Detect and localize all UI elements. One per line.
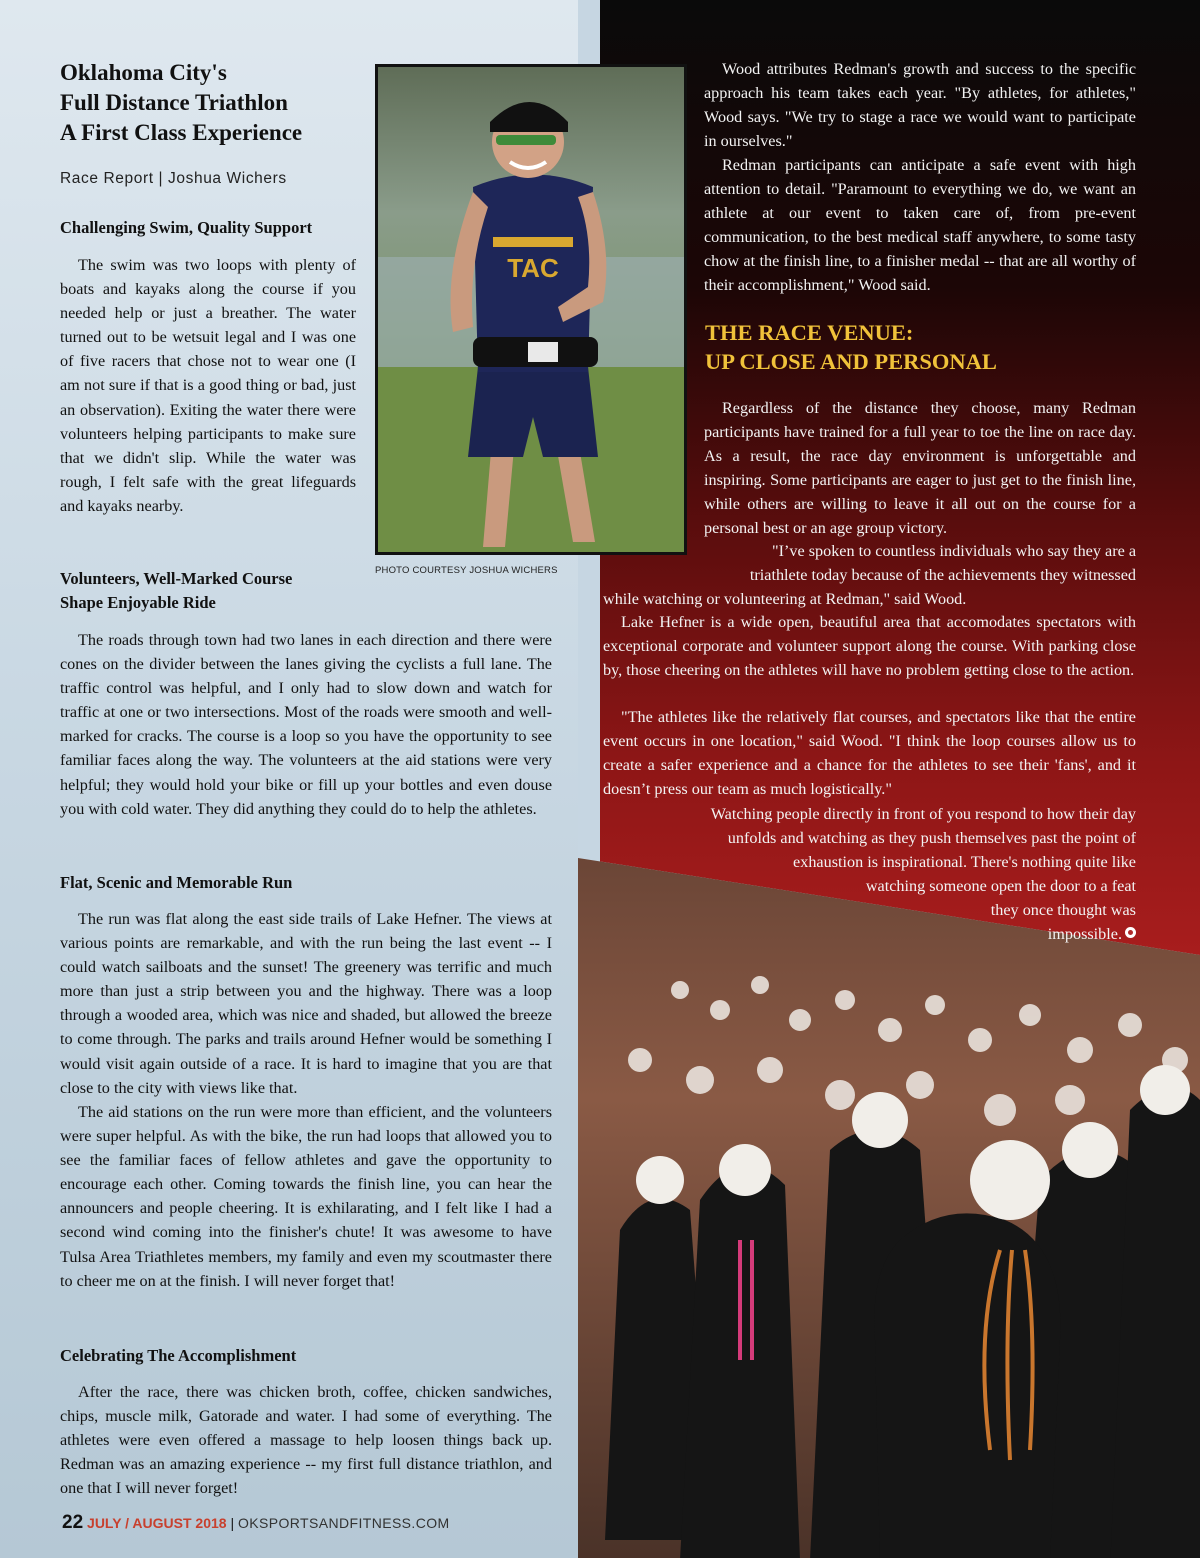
closing-paragraph [600,802,1136,947]
closing-line-5: they once thought was [990,901,1136,920]
swim-heading: Challenging Swim, Quality Support [60,218,313,237]
bike-heading-line-1: Volunteers, Well-Marked Course [60,569,293,588]
footer-separator: | [230,1515,235,1531]
website-link[interactable]: OKSPORTSANDFITNESS.COM [238,1515,450,1531]
closing-line-3: exhaustion is inspirational. There's nothing quite like [793,853,1136,872]
page-number: 22 [62,1512,84,1533]
runner-illustration [378,67,684,552]
swim-paragraph: The swim was two loops with plenty of boats and kayaks along the course if you needed help or just a breather. The water turned out to be wetsuit legal and I was one of five racers that chose not to wear one (I am not sure if that is a good thing or bad, just an observation). Exiting the water there were volunteers helping participants to make sure that we didn't slip. While the water was rough, I felt safe with the great lifeguards and kayaks nearby. [60,256,356,515]
photo-caption: PHOTO COURTESY JOSHUA WICHERS [375,565,558,576]
bike-heading [60,567,292,615]
right-paragraph-2: Redman participants can anticipate a safe event with high attention to detail. "Paramount to everything we do, we want an athlete at our event to taken care of, from pre-event communication, to the best medical staff anywhere, to some tasty chow at the finish line, to a finisher medal -- that are all worthy of their accomplishment," Wood said. [704,156,1136,295]
jersey-text: TAC [507,253,559,283]
run-paragraph-1: The run was flat along the east side trails of Lake Hefner. The views at various points are remarkable, and with the run being the last event -- I could watch sailboats and the sunset! The greenery was terrific and much more than just a strip between you and the highway. There was a loop through a wooded area, which was nice and shaded, but allowed the breeze to come through. The parks and trails around Hefner would be something I would visit again outside of a race. It is hard to imagine that you are that close to the city with views like that. [60,910,552,1097]
venue-heading-line-1: THE RACE VENUE: [705,320,914,345]
run-heading: Flat, Scenic and Memorable Run [60,873,293,892]
quote-line-1: "I’ve spoken to countless individuals who say they are a [772,542,1136,560]
redman-logo-icon [1125,927,1136,938]
closing-line-1: Watching people directly in front of you respond to how their day [710,805,1136,823]
closing-line-2: unfolds and watching as they push themselves past the point of [727,829,1136,848]
celebrate-heading: Celebrating The Accomplishment [60,1346,297,1365]
venue-heading [705,318,997,376]
runner-photo [375,64,687,555]
celebrate-paragraph: After the race, there was chicken broth, coffee, chicken sandwiches, chips, muscle milk, Gatorade and water. I had some of everything. The athletes were even offered a massage to help loosen things back up. Redman was an amazing experience -- my first full distance triathlon, and one that I will never forget! [60,1383,552,1498]
venue-heading-line-2: UP CLOSE AND PERSONAL [705,349,997,374]
run-paragraph-2: The aid stations on the run were more than efficient, and the volunteers were super helpful. As with the bike, the run had loops that allowed you to see the familiar faces of fellow athletes and gave the opportunity to encourage each other. Coming towards the finish line, you can hear the announcers and people cheering. It is exhilarating, and I felt like I had a second wind coming into the finisher's chute! It was awesome to have Tulsa Area Triathletes members, my family and even my scoutmaster there to cheer me on at the finish. I will never forget that! [60,1103,552,1290]
bike-heading-line-2: Shape Enjoyable Ride [60,593,216,612]
quote-line-3: while watching or volunteering at Redman," said Wood. [603,590,967,609]
article-title [60,58,302,148]
closing-line-6: impossible. [1047,925,1122,944]
byline: Race Report | Joshua Wichers [60,170,287,187]
title-line-1: Oklahoma City's [60,60,227,85]
quote-line-2: triathlete today because of the achievements they witnessed [749,566,1136,585]
right-paragraph-3: Regardless of the distance they choose, many Redman participants have trained for a full year to toe the line on race day. As a result, the race day environment is unforgettable and inspiring. Some participants are eager to just get to the finish line, while others are willing to leave it all out on the course for a personal best or an age group victory. [704,399,1136,538]
right-paragraph-4 [600,539,1136,611]
issue-date: JULY / AUGUST 2018 [87,1515,227,1531]
right-paragraph-5: Lake Hefner is a wide open, beautiful area that accomodates spectators with exceptional corporate and volunteer support along the course. With parking close by, those cheering on the athletes will have no problem getting close to the action. [603,613,1136,680]
title-line-2: Full Distance Triathlon [60,90,288,115]
title-line-3: A First Class Experience [60,120,303,145]
page-footer [62,1512,450,1534]
bike-paragraph: The roads through town had two lanes in each direction and there were cones on the divider between the lanes giving the cyclists a full lane. The traffic control was helpful, and I only had to slow down and watch for traffic at one or two intersections. Most of the roads were smooth and well-marked for cracks. The course is a loop so you have the opportunity to see familiar faces along the way. The volunteers at the aid stations were very helpful; they would hold your bike or fill up your bottles and even douse you with cold water. They did anything they could do to help the athletes. [60,631,552,818]
right-paragraph-6: "The athletes like the relatively flat courses, and spectators like that the entire event occurs in one location," said Wood. "I think the loop courses allow us to create a safer experience and a chance for the athletes to see their 'fans', and it doesn’t press our team as much logistically." [603,708,1136,799]
right-paragraph-1: Wood attributes Redman's growth and success to the specific approach his team takes each year. "By athletes, for athletes," Wood says. "We try to stage a race we would want to participate in ourselves." [704,60,1136,151]
closing-line-4: watching someone open the door to a feat [865,877,1136,896]
